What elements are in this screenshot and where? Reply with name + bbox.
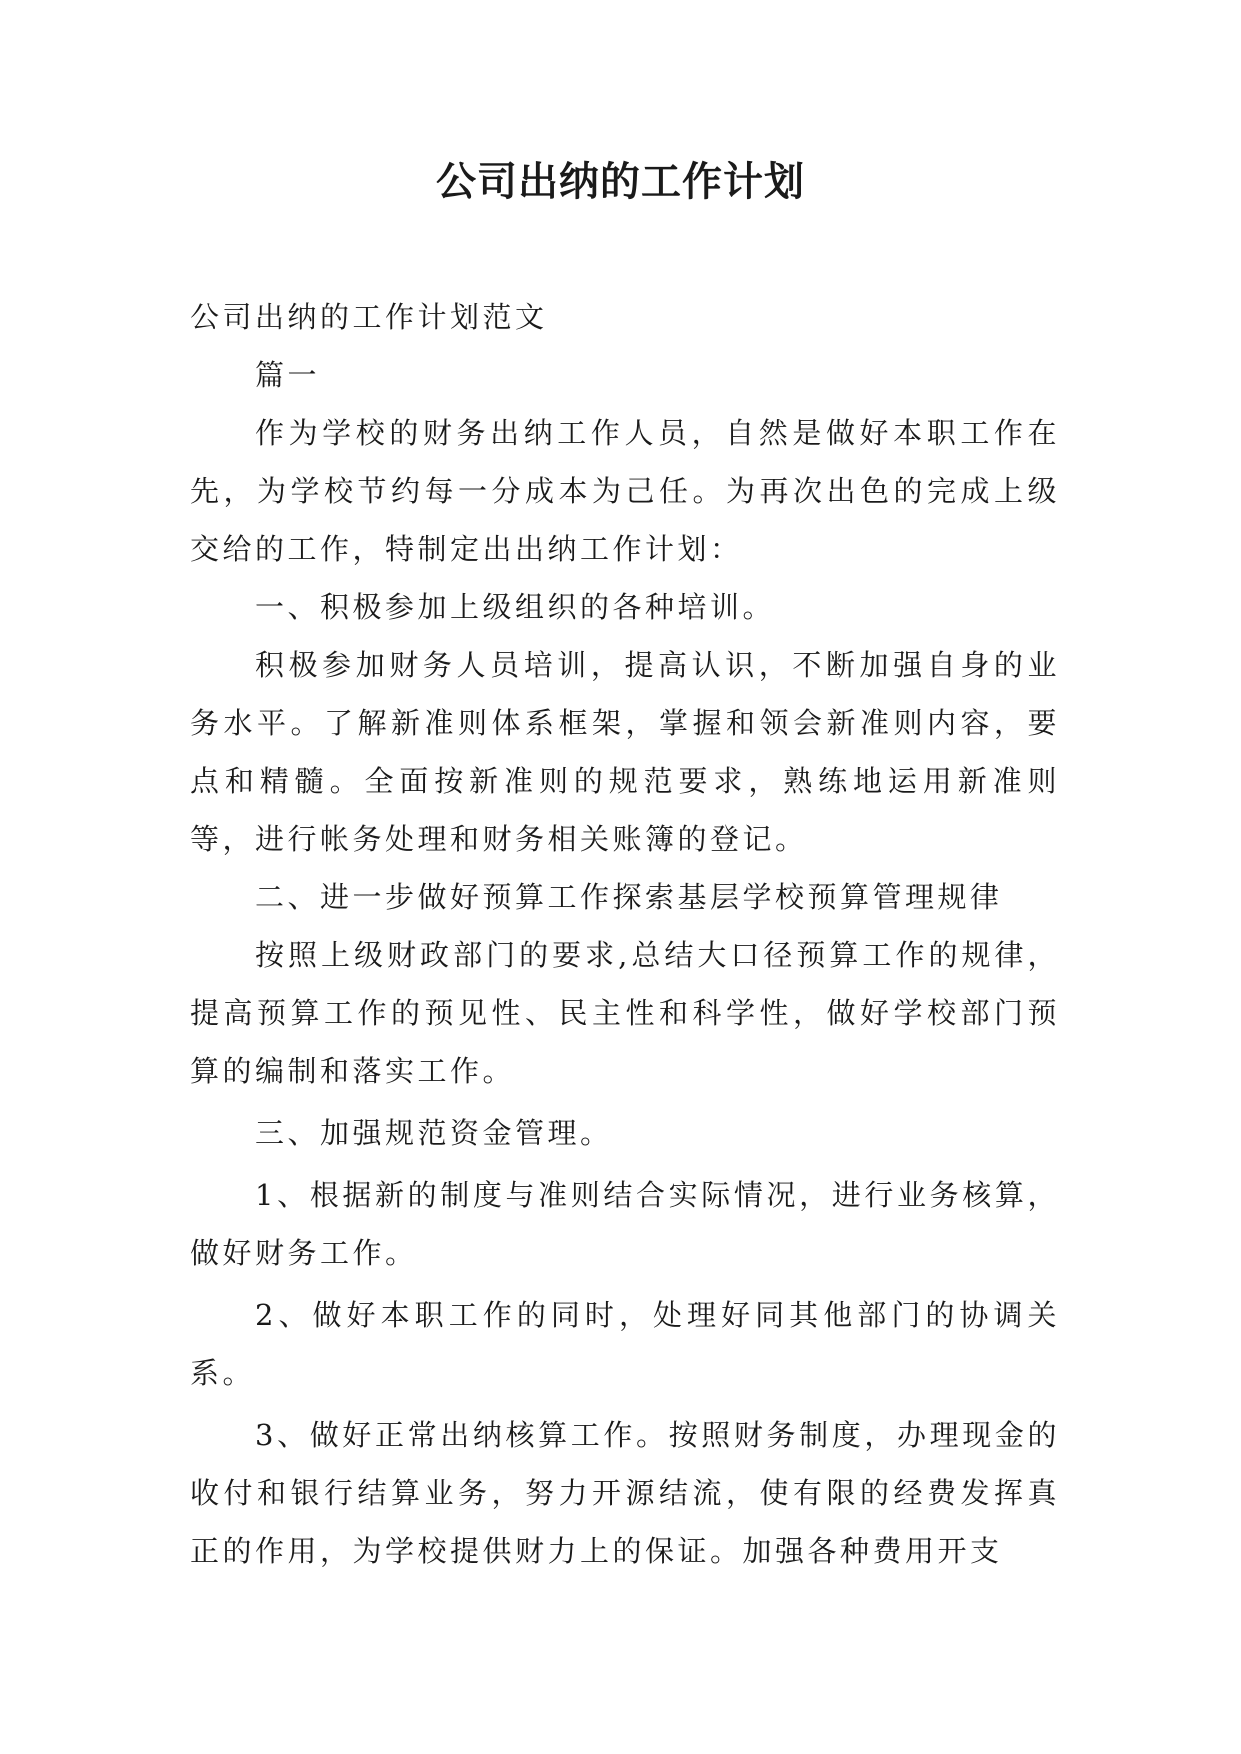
subtitle-paragraph: 公司出纳的工作计划范文 — [190, 300, 548, 334]
item-one-paragraph: 1、根据新的制度与准则结合实际情况，进行业务核算，做好财务工作。 — [190, 1178, 1060, 1270]
item-three-paragraph: 3、做好正常出纳核算工作。按照财务制度，办理现金的收付和银行结算业务，努力开源结流，使有限的经费发挥真正的作用，为学校提供财力上的保证。加强各种费用开支 — [190, 1418, 1060, 1568]
heading-one-paragraph: 一、积极参加上级组织的各种培训。 — [255, 590, 776, 624]
intro-paragraph: 作为学校的财务出纳工作人员，自然是做好本职工作在先，为学校节约每一分成本为己任。为再次出色的完成上级交给的工作，特制定出出纳工作计划： — [190, 416, 1060, 566]
item-two-paragraph: 2、做好本职工作的同时，处理好同其他部门的协调关系。 — [190, 1298, 1060, 1390]
heading-three-paragraph: 三、加强规范资金管理。 — [255, 1116, 613, 1150]
document-title: 公司出纳的工作计划 — [436, 159, 805, 205]
heading-two-paragraph: 二、进一步做好预算工作探索基层学校预算管理规律 — [255, 880, 1003, 914]
training-paragraph: 积极参加财务人员培训，提高认识，不断加强自身的业务水平。了解新准则体系框架，掌握和领会新准则内容，要点和精髓。全面按新准则的规范要求，熟练地运用新准则等，进行帐务处理和财务相关账簿的登记。 — [190, 648, 1060, 856]
document-body — [190, 288, 1060, 1580]
budget-paragraph: 按照上级财政部门的要求,总结大口径预算工作的规律，提高预算工作的预见性、民主性和科学性，做好学校部门预算的编制和落实工作。 — [190, 938, 1060, 1088]
section-label-paragraph: 篇一 — [255, 358, 321, 392]
